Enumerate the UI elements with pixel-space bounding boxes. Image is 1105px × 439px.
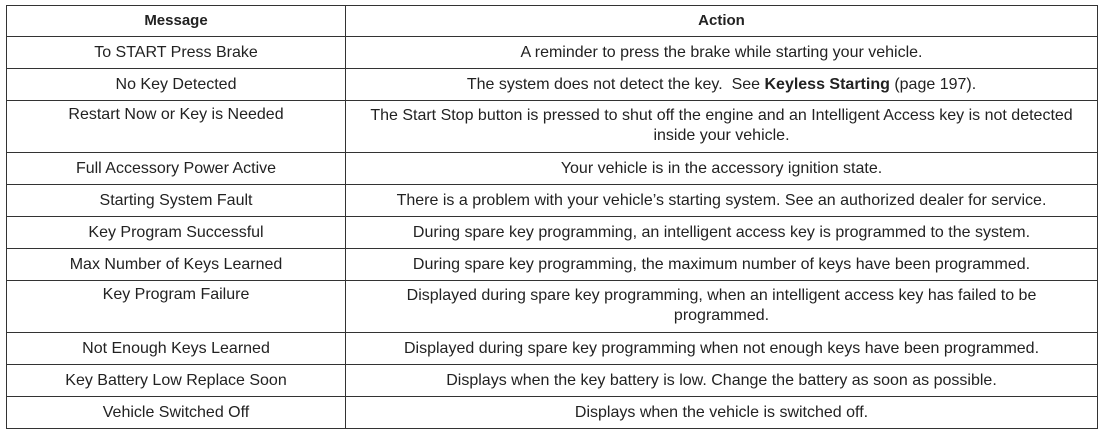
row-action: The Start Stop button is pressed to shut off the engine and an Intelligent Access key is not detected inside your vehicle. — [346, 101, 1098, 153]
message-action-table — [6, 5, 1098, 429]
row-action: Your vehicle is in the accessory ignition state. — [346, 153, 1098, 185]
row-action — [346, 69, 1098, 101]
row-message: Full Accessory Power Active — [7, 153, 346, 185]
table-row — [7, 217, 1098, 249]
action-text-post: (page 197). — [889, 75, 977, 93]
action-text-pre: The system does not detect the key. See — [466, 75, 765, 93]
table-row — [7, 365, 1098, 397]
row-message: Key Battery Low Replace Soon — [7, 365, 346, 397]
row-message: Key Program Failure — [7, 281, 346, 333]
table-row — [7, 333, 1098, 365]
table-header-row — [7, 6, 1098, 37]
row-message: Restart Now or Key is Needed — [7, 101, 346, 153]
row-action: Displays when the vehicle is switched off. — [346, 397, 1098, 429]
table-row — [7, 185, 1098, 217]
table-row — [7, 249, 1098, 281]
table-row — [7, 69, 1098, 101]
row-action: Displays when the key battery is low. Change the battery as soon as possible. — [346, 365, 1098, 397]
row-action: Displayed during spare key programming, when an intelligent access key has failed to be programmed. — [346, 281, 1098, 333]
keyless-starting-link[interactable]: Keyless Starting — [764, 75, 890, 93]
row-action: There is a problem with your vehicle’s starting system. See an authorized dealer for service. — [346, 185, 1098, 217]
row-message: Not Enough Keys Learned — [7, 333, 346, 365]
row-action: A reminder to press the brake while starting your vehicle. — [346, 37, 1098, 69]
table-row — [7, 101, 1098, 153]
header-message: Message — [7, 6, 346, 37]
row-message: No Key Detected — [7, 69, 346, 101]
table-row — [7, 37, 1098, 69]
table-row — [7, 281, 1098, 333]
row-message: Key Program Successful — [7, 217, 346, 249]
row-message: To START Press Brake — [7, 37, 346, 69]
row-message: Starting System Fault — [7, 185, 346, 217]
row-message: Max Number of Keys Learned — [7, 249, 346, 281]
row-message: Vehicle Switched Off — [7, 397, 346, 429]
row-action: Displayed during spare key programming when not enough keys have been programmed. — [346, 333, 1098, 365]
message-table-container — [6, 5, 1098, 429]
row-action: During spare key programming, an intelligent access key is programmed to the system. — [346, 217, 1098, 249]
table-row — [7, 397, 1098, 429]
header-action: Action — [346, 6, 1098, 37]
row-action: During spare key programming, the maximum number of keys have been programmed. — [346, 249, 1098, 281]
table-row — [7, 153, 1098, 185]
